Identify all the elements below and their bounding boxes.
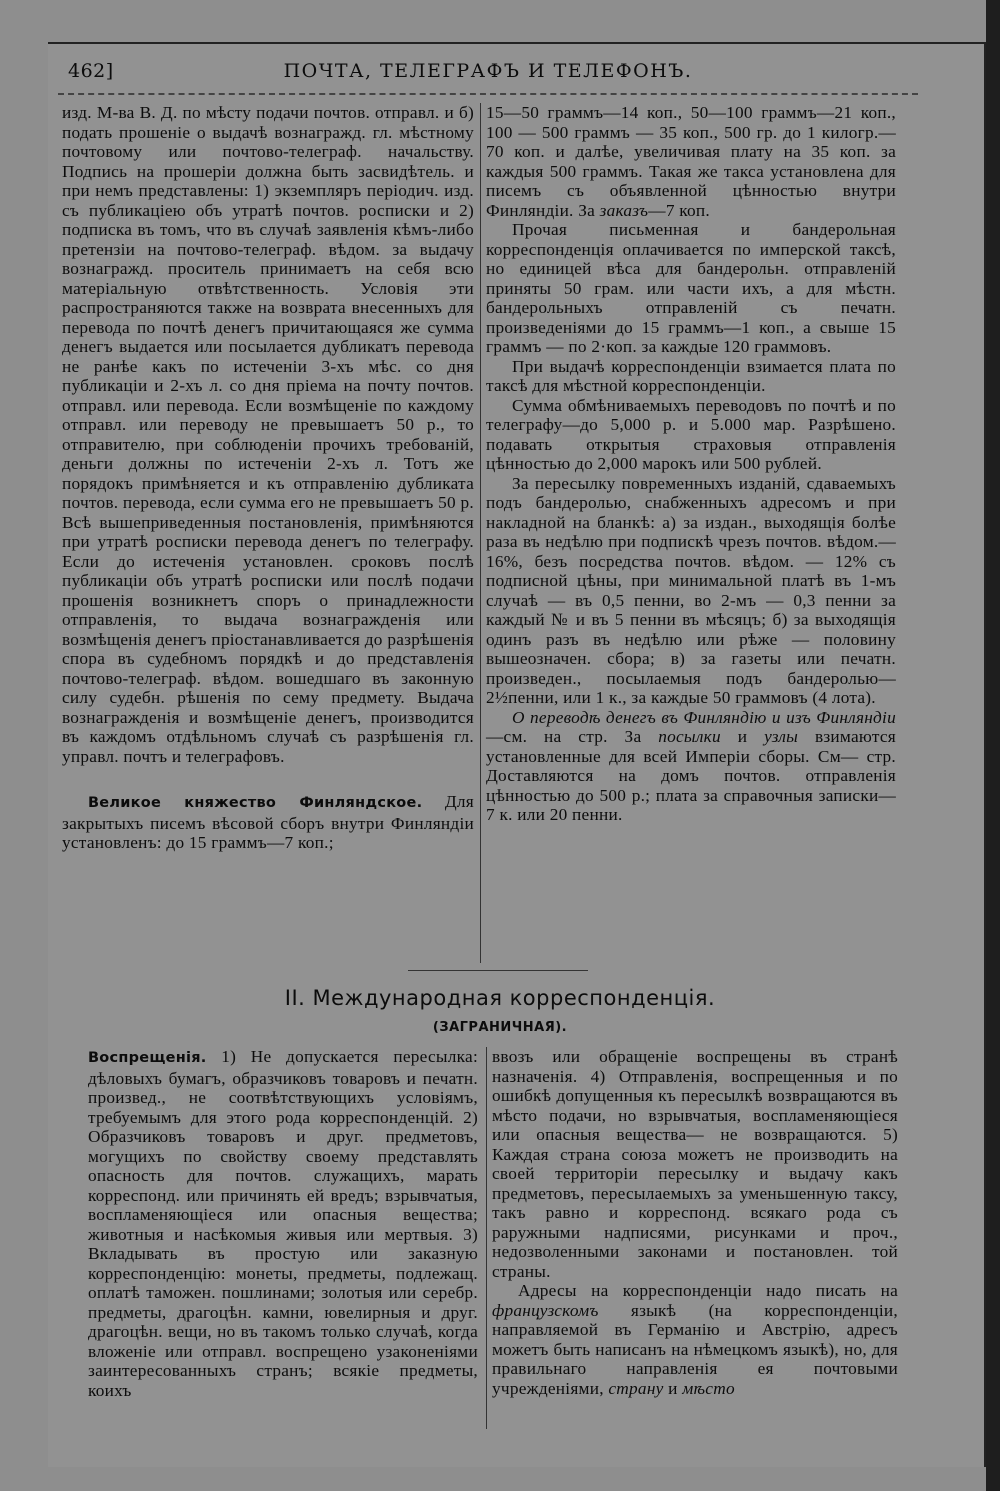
section-subtitle: (ЗАГРАНИЧНАЯ). — [432, 1020, 568, 1035]
paragraph-text: языкѣ (на корреспонденціи, направляемой въ Германію и Австрію, адресъ можетъ быть написанъ на нѣмецкомъ языкѣ), но, для правильнаго направленія ея почтовыми учрежденіями, — [492, 1300, 899, 1398]
paragraph — [88, 1047, 478, 1400]
section-title: II. Международная корреспонденція. — [284, 986, 716, 1010]
paragraph: За пересылку повременныхъ изданій, сдаваемыхъ подъ бандеролью, снабженныхъ адресомъ и при накладной на бланкѣ: а) за издан., выходящія болѣе раза въ недѣлю при подпискѣ чрезъ почтов. вѣдом.—16%, безъ посредства почтов. вѣдом. — 12% съ подписной цѣны, при минимальной платѣ въ 1-мъ случаѣ — въ 0,5 пенни, во 2-мъ — 0,3 пенни за каждый № и въ 5 пенни въ мѣсяцъ; б) за выходящія одинъ разъ въ недѣлю или рѣже — половину вышеозначен. сбора; в) за газеты или печатн. произведен., посылаемыя подъ бандеролью—2½пенни, или 1 к., за каждые 50 граммовъ (4 лота). — [486, 473, 896, 707]
header-title: ПОЧТА, ТЕЛЕГРАФЪ И ТЕЛЕФОНЪ. — [283, 60, 693, 82]
section-lead: Великое княжество Финляндское. — [88, 795, 423, 811]
right-column-top — [486, 103, 896, 825]
italic-term: французскомъ — [492, 1300, 599, 1320]
header-rule — [58, 93, 918, 95]
paragraph-text: —см. на стр. За — [486, 727, 642, 746]
left-column-bottom — [88, 1047, 478, 1400]
right-column-bottom — [492, 1047, 898, 1398]
paragraph-text: 15—50 граммъ—14 коп., 50—100 граммъ—21 коп., 100 — 500 граммъ — 35 коп., 500 гр. до 1 килогр.—70 коп. и далѣе, увеличивая плату на 35 коп. за каждыя 500 граммъ. Такая же такса установлена для писемъ съ объявленной цѣнностью внутри Финляндіи. За — [486, 103, 896, 220]
italic-term: посылки — [658, 727, 721, 746]
section-divider — [408, 970, 588, 971]
column-divider — [480, 103, 481, 963]
italic-term: О переводѣ денегъ въ Финляндію и изъ Финляндіи — [512, 707, 896, 727]
paragraph-text: и — [737, 727, 748, 746]
paragraph: Прочая письменная и бандерольная корреспонденція оплачивается по имперской таксѣ, но единицей вѣса для бандерольн. отправленій приняты 50 грам. или части ихъ, а для мѣстн. бандерольныхъ отправленій съ печатн. произведеніями до 15 граммъ—1 коп., а свыше 15 граммъ — по 2·коп. за каждые 120 граммовъ. — [486, 220, 896, 356]
paragraph — [486, 103, 896, 220]
paragraph — [492, 1281, 898, 1398]
paragraph-text: Адресы на корреспонденціи надо писать на — [518, 1281, 898, 1300]
italic-term: заказъ — [599, 200, 649, 220]
paragraph: ввозъ или обращеніе воспрещены въ странѣ назначенія. 4) Отправленія, воспрещенныя и по ошибкѣ допущенныя къ пересылкѣ возвращаются въ мѣсто подачи, но взрывчатыя, воспламеняющіеся или опасныя вещества— не возвращаются. 5) Каждая страна союза можетъ не производить на своей территоріи пересылку и выдачу какъ предметовъ, пересылаемыхъ за уменьшенную таксу, такъ равно и корреспонд. всякаго рода съ раружными надписями, рисунками и проч., недозволенными законами и постановлен. той страны. — [492, 1047, 898, 1281]
column-divider — [486, 1047, 487, 1429]
paragraph: Сумма обмѣниваемыхъ переводовъ по почтѣ и по телеграфу—до 5,000 р. и 5.000 мар. Разрѣшено. подавать открытыя страховыя отправленія цѣнностью до 2,000 марокъ или 500 рублей. — [486, 395, 896, 473]
left-column-top — [62, 103, 474, 853]
paragraph — [62, 792, 474, 853]
paragraph-text: и — [668, 1378, 678, 1398]
page-number: 462] — [68, 60, 114, 82]
italic-term: страну — [608, 1378, 664, 1398]
italic-term: мѣсто — [682, 1378, 735, 1398]
paragraph — [486, 708, 896, 825]
scan-edge — [986, 0, 1000, 1491]
paragraph-text: Для закрытыхъ писемъ вѣсовой сборъ внутри Финляндіи установленъ: до 15 граммъ—7 коп.; — [62, 792, 474, 852]
top-border — [48, 42, 986, 44]
section-lead: Воспрещенія. — [88, 1050, 207, 1066]
italic-term: узлы — [764, 727, 799, 746]
paragraph-text: —7 коп. — [648, 200, 711, 220]
paragraph: изд. М-ва В. Д. по мѣсту подачи почтов. отправл. и б) подать прошеніе о выдачѣ вознагражд. гл. мѣстному почтовому или почтово-телеграф. начальству. Подпись на прошеріи должна быть засвидѣтель. и при немъ представлены: 1) экземпляръ періодич. изд. съ публикацiею объ утратѣ почтов. росписки и 2) подписка въ томъ, что въ случаѣ заявленія кѣмъ-либо претензіи на почтово-телеграф. вѣдом. за выдачу вознагражд. проситель принимаетъ на себя всю матеріальную отвѣтственность. Условія эти распространяются также на возврата внесенныхъ для перевода по почтѣ денегъ причитающаяся же сумма денегъ выдается или посылается дубликатъ перевода не ранѣе какъ по истеченіи 3-хъ мѣс. со дня публикаціи и 2-хъ л. со дня пріема на почту почтов. отправл. или перевода. Если возмѣщеніе по каждому отправл. или переводу не превышаетъ 50 р., то отправителю, при соблюденіи прочихъ требованій, деньги должны по истеченіи 2-хъ л. Тотъ же порядокъ примѣняется и къ отправленію дубликата почтов. перевода, если сумма его не превышаетъ 50 р. Всѣ вышеприведенныя постановленія, примѣняются при утратѣ росписки перевода денегъ по телеграфу. Если до истеченія установлен. сроковъ послѣ публикаціи объ утратѣ росписки или послѣ подачи прошенія возникнетъ споръ о принадлежности отправленія, то выдача вознагражденія или возмѣщенія денегъ пріостанавливается до разрѣшенія спора въ судебномъ порядкѣ и до представленія почтово-телеграф. вѣдом. вошедшаго въ законную силу судебн. рѣшенія по сему предмету. Выдача вознагражденія и возмѣщеніе денегъ, производится въ каждомъ отдѣльномъ случаѣ съ разрѣшенія гл. управл. почтъ и телеграфовъ. — [62, 103, 474, 766]
paragraph-text: взимаются установленные для всей Имперіи сборы. См— стр. Доставляются на домъ почтов. отправленія цѣнностью до 500 р.; плата за справочныя записки—7 к. или 20 пенни. — [486, 727, 896, 824]
paragraph-text: 1) Не допускается пересылка: дѣловыхъ бумагъ, образчиковъ товаровъ и печатн. произвед., не соотвѣтствующихъ условіямъ, требуемымъ для этого рода корреспонденцій. 2) Образчиковъ товаровъ и друг. предметовъ, могущихъ по свойству своему представлять опасность для почтов. служащихъ, марать корреспонд. или причинять ей вредъ; взрывчатыя, воспламеняющіеся или опасныя вещества; животныя и насѣкомыя живыя или мертвыя. 3) Вкладывать въ простую или заказную корреспонденцію: монеты, предметы, подлежащ. оплатѣ таможен. пошлинами; золотыя или серебр. предметы, драгоцѣн. камни, ювелирныя и друг. драгоцѣн. вещи, но въ такомъ только случаѣ, когда вложеніе или отправл. воспрещено узаконеніями заинтересованныхъ странъ; всякіе предметы, коихъ — [88, 1047, 478, 1400]
running-header — [58, 60, 918, 90]
paragraph: При выдачѣ корреспонденціи взимается плата по таксѣ для мѣстной корреспонденціи. — [486, 356, 896, 395]
